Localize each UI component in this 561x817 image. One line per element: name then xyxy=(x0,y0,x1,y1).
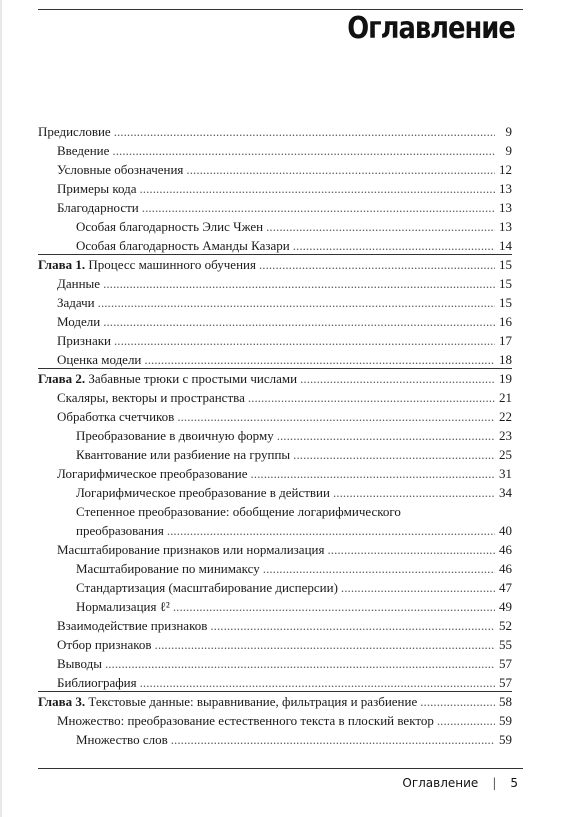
toc-entry[interactable] xyxy=(38,312,512,331)
toc-page-number: 52 xyxy=(499,618,512,633)
toc-entry-label xyxy=(57,635,152,654)
chapter-number: Глава 2. xyxy=(38,371,86,386)
footer-page-number: 5 xyxy=(510,776,518,790)
toc-entry-text: Предисловие xyxy=(38,124,111,139)
toc-entry-text: Масштабирование по минимаксу xyxy=(76,561,260,576)
toc-entry[interactable] xyxy=(38,122,512,141)
toc-entry-label xyxy=(76,521,164,540)
toc-page-number: 31 xyxy=(499,466,512,481)
toc-entry-text: Скаляры, векторы и пространства xyxy=(57,390,245,405)
toc-page-number: 22 xyxy=(499,409,512,424)
toc-page-number: 13 xyxy=(499,200,512,215)
dot-leader xyxy=(300,369,495,388)
toc-page-number: 46 xyxy=(499,542,512,557)
dot-leader xyxy=(114,122,495,141)
toc-entry-label xyxy=(57,274,100,293)
toc-page-number: 18 xyxy=(499,352,512,367)
dot-leader xyxy=(259,255,495,274)
dot-leader xyxy=(171,730,495,749)
toc-entry-text: Оценка модели xyxy=(57,352,142,367)
toc-entry[interactable] xyxy=(38,198,512,217)
table-of-contents xyxy=(38,122,512,749)
header-rule xyxy=(38,9,523,10)
toc-entry[interactable] xyxy=(38,635,512,654)
toc-entry-label xyxy=(76,217,263,236)
toc-page-number: 13 xyxy=(499,181,512,196)
toc-entry[interactable] xyxy=(38,236,512,255)
toc-entry-label xyxy=(76,578,338,597)
toc-entry-text: Текстовые данные: выравнивание, фильтрация и разбиение xyxy=(88,694,418,709)
toc-page-number: 14 xyxy=(499,238,512,253)
footer-separator: | xyxy=(492,776,497,790)
toc-entry-text: Благодарности xyxy=(57,200,139,215)
dot-leader xyxy=(177,407,495,426)
toc-entry[interactable] xyxy=(38,502,512,521)
toc-entry[interactable] xyxy=(38,388,512,407)
toc-entry-label xyxy=(57,673,137,692)
dot-leader xyxy=(420,692,495,711)
toc-entry[interactable] xyxy=(38,274,512,293)
toc-page-number: 58 xyxy=(499,694,512,709)
toc-chapter-entry[interactable] xyxy=(38,255,512,274)
toc-entry-label xyxy=(76,236,290,255)
toc-page-number: 12 xyxy=(499,162,512,177)
toc-entry[interactable] xyxy=(38,293,512,312)
toc-entry-text: Особая благодарность Аманды Казари xyxy=(76,238,290,253)
toc-entry[interactable] xyxy=(38,179,512,198)
toc-entry-label xyxy=(57,179,137,198)
toc-entry-text: Множество: преобразование естественного текста в плоский вектор xyxy=(57,713,434,728)
toc-page-number: 15 xyxy=(499,295,512,310)
toc-entry-text: Множество слов xyxy=(76,732,168,747)
dot-leader xyxy=(142,198,495,217)
toc-entry-text: Логарифмическое преобразование xyxy=(57,466,248,481)
toc-page-number: 46 xyxy=(499,561,512,576)
toc-entry-text: преобразования xyxy=(76,523,164,538)
toc-page-number: 59 xyxy=(499,732,512,747)
toc-entry[interactable] xyxy=(38,160,512,179)
toc-entry-label xyxy=(57,711,434,730)
toc-entry-label xyxy=(57,654,102,673)
toc-entry[interactable] xyxy=(38,464,512,483)
toc-page-number: 15 xyxy=(499,276,512,291)
toc-page-number: 57 xyxy=(499,656,512,671)
toc-page-number: 55 xyxy=(499,637,512,652)
toc-entry-label xyxy=(38,255,256,274)
toc-entry-text: Масштабирование признаков или нормализация xyxy=(57,542,325,557)
toc-entry-label xyxy=(76,426,274,445)
page-edge xyxy=(0,0,2,817)
toc-entry[interactable] xyxy=(38,673,512,692)
dot-leader xyxy=(341,578,495,597)
toc-entry-label xyxy=(76,502,401,521)
toc-entry-text: Модели xyxy=(57,314,101,329)
toc-entry[interactable] xyxy=(38,141,512,160)
dot-leader xyxy=(248,388,495,407)
dot-leader xyxy=(266,217,495,236)
toc-page-number: 16 xyxy=(499,314,512,329)
toc-entry-text: Отбор признаков xyxy=(57,637,152,652)
toc-entry-label xyxy=(76,445,290,464)
toc-entry-text: Процесс машинного обучения xyxy=(88,257,256,272)
toc-entry-label xyxy=(57,331,111,350)
toc-entry-label xyxy=(57,198,139,217)
toc-entry[interactable] xyxy=(38,331,512,350)
toc-entry[interactable] xyxy=(38,730,512,749)
toc-entry-text: Преобразование в двоичную форму xyxy=(76,428,274,443)
toc-page-number: 9 xyxy=(505,124,512,139)
toc-entry-label xyxy=(57,141,109,160)
toc-entry[interactable] xyxy=(38,540,512,559)
dot-leader xyxy=(263,559,495,578)
toc-entry[interactable] xyxy=(38,217,512,236)
toc-entry-label xyxy=(38,369,297,388)
toc-entry-label xyxy=(57,464,248,483)
toc-entry[interactable] xyxy=(38,426,512,445)
toc-entry-text: Условные обозначения xyxy=(57,162,184,177)
toc-page-number: 17 xyxy=(499,333,512,348)
dot-leader xyxy=(333,483,495,502)
toc-page-number: 21 xyxy=(499,390,512,405)
toc-page-number: 19 xyxy=(499,371,512,386)
toc-entry-label xyxy=(57,407,174,426)
toc-entry[interactable] xyxy=(38,578,512,597)
dot-leader xyxy=(293,445,495,464)
toc-page-number: 59 xyxy=(499,713,512,728)
dot-leader xyxy=(112,141,495,160)
dot-leader xyxy=(155,635,495,654)
dot-leader xyxy=(251,464,496,483)
dot-leader xyxy=(210,616,495,635)
page-footer xyxy=(402,774,518,792)
toc-entry[interactable] xyxy=(38,654,512,673)
toc-page-number: 13 xyxy=(499,219,512,234)
toc-entry-text: Квантование или разбиение на группы xyxy=(76,447,291,462)
toc-entry-text: Выводы xyxy=(57,656,102,671)
toc-entry-text: Задачи xyxy=(57,295,95,310)
toc-entry-text: Взаимодействие признаков xyxy=(57,618,208,633)
toc-page-number: 34 xyxy=(499,485,512,500)
chapter-number: Глава 1. xyxy=(38,257,86,272)
toc-page-number: 47 xyxy=(499,580,512,595)
toc-entry-label xyxy=(57,293,95,312)
toc-page-number: 57 xyxy=(499,675,512,690)
toc-entry[interactable] xyxy=(38,597,512,616)
toc-entry-label xyxy=(57,388,245,407)
dot-leader xyxy=(105,654,495,673)
toc-entry-label xyxy=(76,483,330,502)
dot-leader xyxy=(327,540,495,559)
toc-entry-text: Забавные трюки с простыми числами xyxy=(88,371,298,386)
dot-leader xyxy=(293,236,495,255)
toc-entry-text: Обработка счетчиков xyxy=(57,409,175,424)
toc-entry[interactable] xyxy=(38,407,512,426)
toc-entry[interactable] xyxy=(38,483,512,502)
dot-leader xyxy=(277,426,495,445)
toc-entry-text: Примеры кода xyxy=(57,181,137,196)
toc-entry-text: Логарифмическое преобразование в действии xyxy=(76,485,330,500)
toc-entry[interactable] xyxy=(38,350,512,369)
toc-entry[interactable] xyxy=(38,445,512,464)
toc-chapter-entry[interactable] xyxy=(38,692,512,711)
dot-leader xyxy=(140,673,495,692)
dot-leader xyxy=(103,312,495,331)
toc-page-number: 25 xyxy=(499,447,512,462)
toc-entry-text: Признаки xyxy=(57,333,111,348)
dot-leader xyxy=(98,293,495,312)
dot-leader xyxy=(103,274,495,293)
toc-entry-text: Введение xyxy=(57,143,110,158)
toc-page-number: 23 xyxy=(499,428,512,443)
toc-entry-text: Библиография xyxy=(57,675,137,690)
toc-entry[interactable] xyxy=(38,711,512,730)
toc-entry-label xyxy=(57,312,100,331)
dot-leader xyxy=(186,160,495,179)
toc-entry-text: Особая благодарность Элис Чжен xyxy=(76,219,264,234)
dot-leader xyxy=(140,179,496,198)
toc-entry-label xyxy=(76,559,260,578)
dot-leader xyxy=(437,711,495,730)
footer-rule xyxy=(38,768,523,769)
toc-entry-label xyxy=(57,350,141,369)
toc-entry[interactable] xyxy=(38,521,512,540)
toc-entry-text: Степенное преобразование: обобщение логарифмического xyxy=(76,504,401,519)
footer-section-title: Оглавление xyxy=(402,776,479,790)
toc-entry-label xyxy=(57,160,183,179)
toc-chapter-entry[interactable] xyxy=(38,369,512,388)
toc-entry-text: Стандартизация (масштабирование дисперсии) xyxy=(76,580,338,595)
toc-entry-text: Данные xyxy=(57,276,101,291)
dot-leader xyxy=(167,521,495,540)
toc-page-number: 49 xyxy=(499,599,512,614)
chapter-number: Глава 3. xyxy=(38,694,86,709)
dot-leader xyxy=(144,350,495,369)
dot-leader xyxy=(173,597,495,616)
toc-entry-label xyxy=(38,692,417,711)
toc-entry-label xyxy=(57,540,324,559)
toc-page-number: 40 xyxy=(499,523,512,538)
page-title: Оглавление xyxy=(347,11,515,46)
toc-entry-label xyxy=(38,122,111,141)
toc-entry-label xyxy=(57,616,207,635)
toc-page-number: 9 xyxy=(505,143,512,158)
dot-leader xyxy=(114,331,495,350)
toc-entry[interactable] xyxy=(38,559,512,578)
toc-page-number: 15 xyxy=(499,257,512,272)
toc-entry-label xyxy=(76,730,168,749)
toc-entry-text: Нормализация ℓ² xyxy=(76,599,170,614)
toc-entry-label xyxy=(76,597,170,616)
toc-entry[interactable] xyxy=(38,616,512,635)
